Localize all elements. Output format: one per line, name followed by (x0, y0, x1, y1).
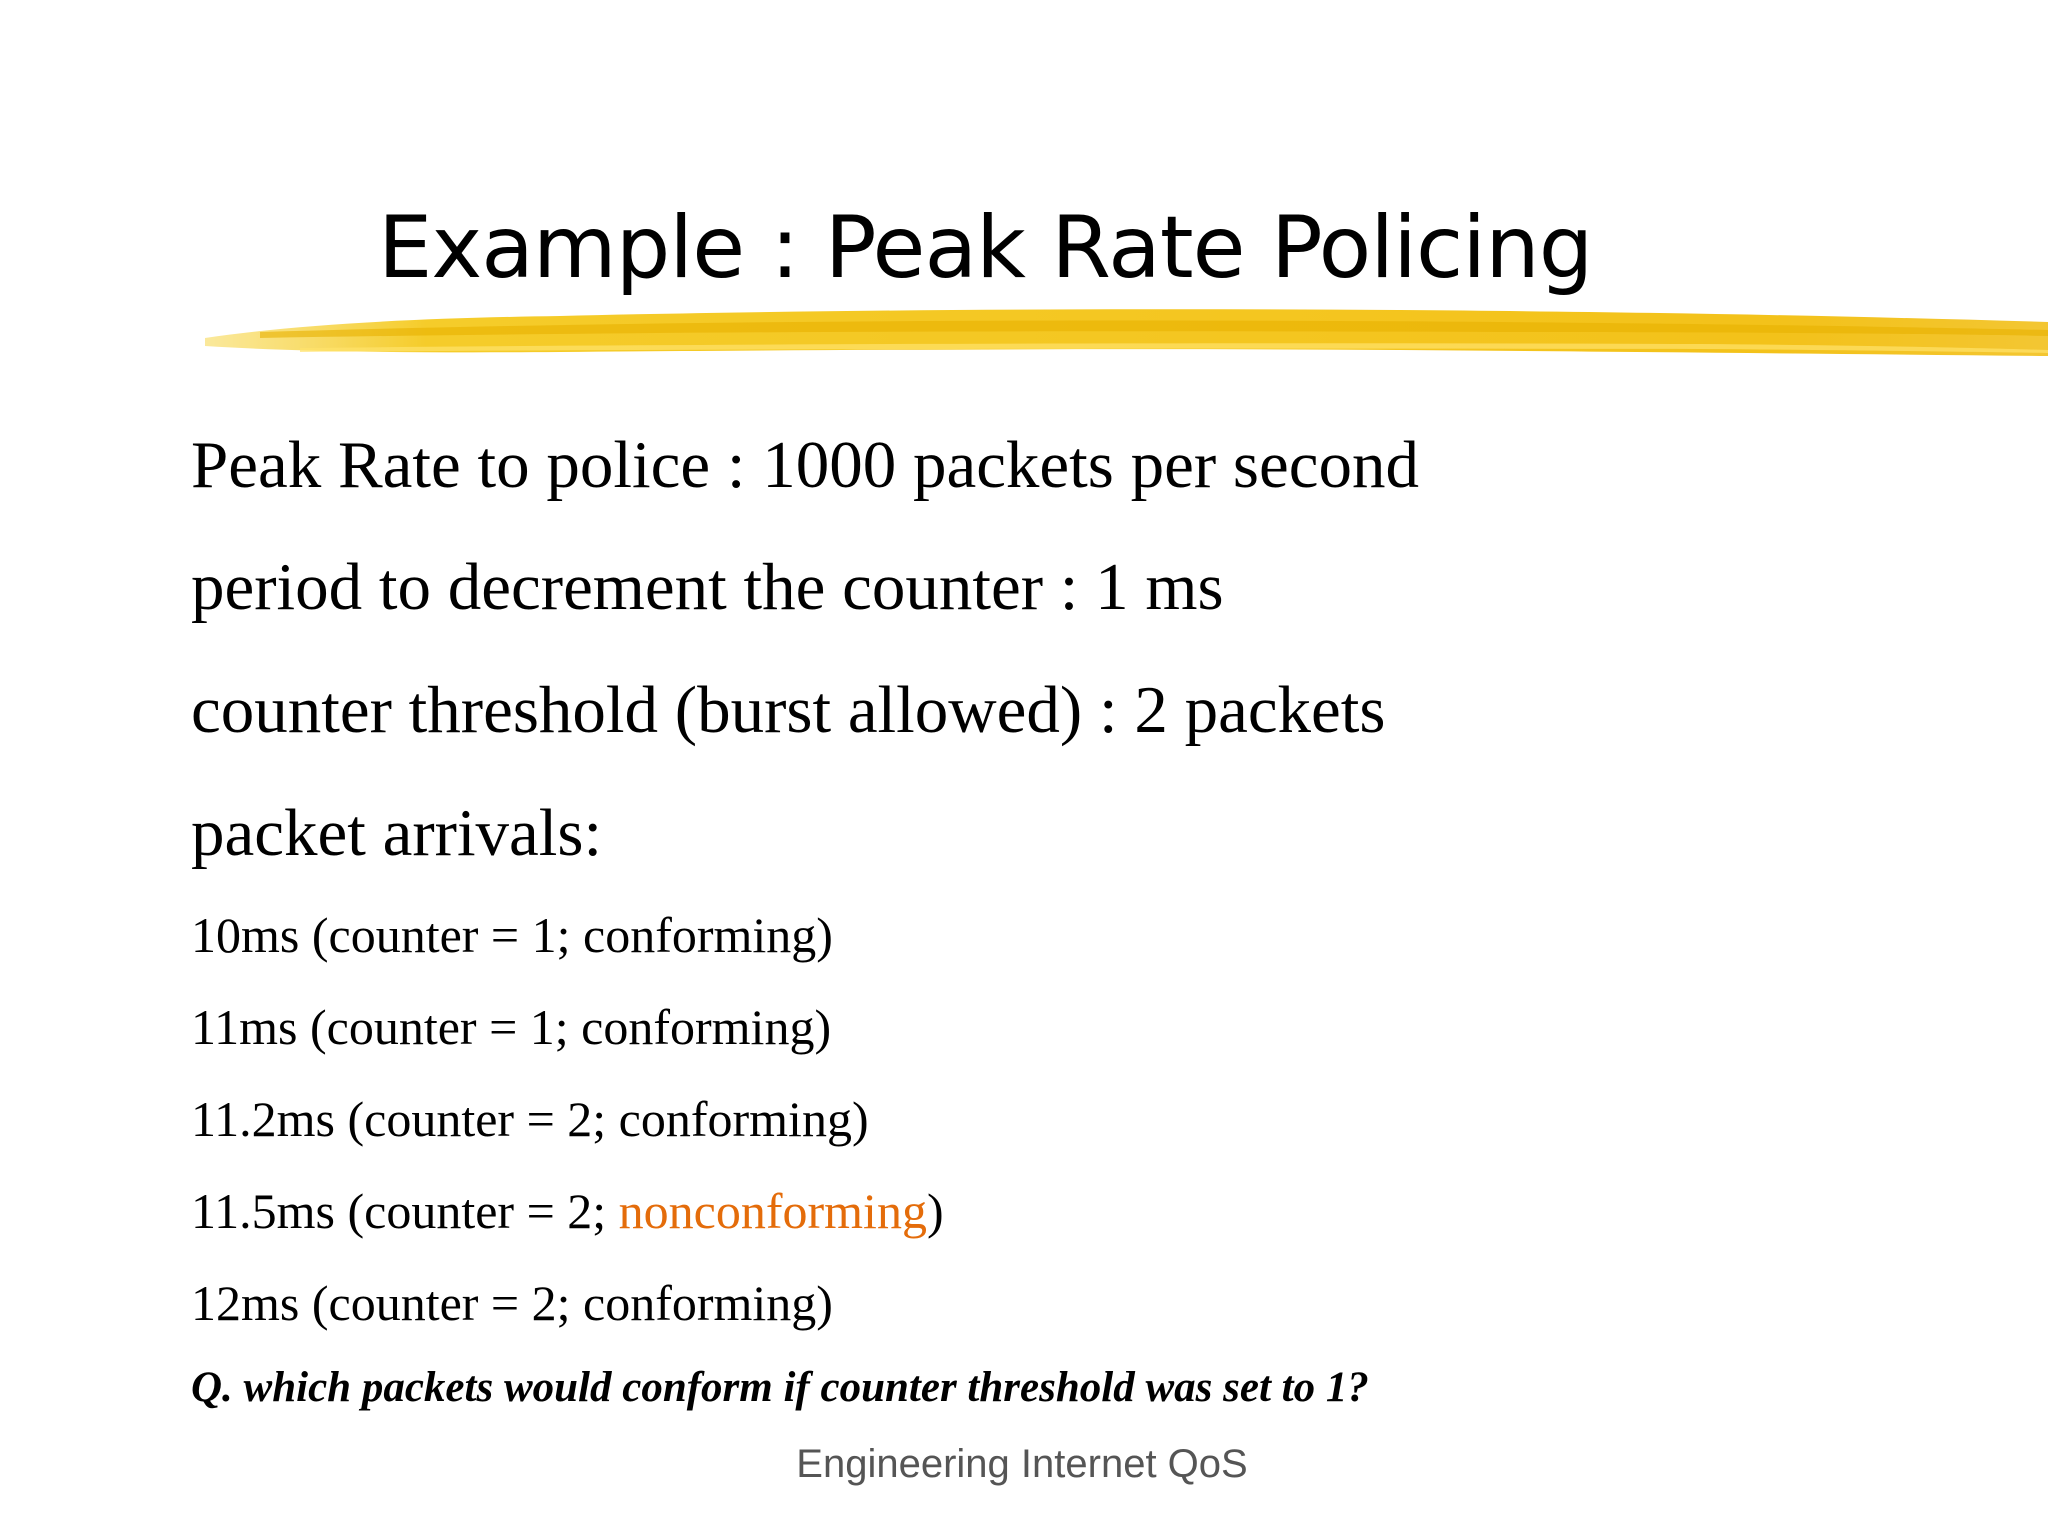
arrival-item-nonconforming (191, 1180, 944, 1242)
peak-rate-line: Peak Rate to police : 1000 packets per second (191, 428, 1419, 502)
arrival-prefix: 11.5ms (counter = 2; (191, 1183, 619, 1239)
arrivals-heading: packet arrivals: (191, 796, 603, 870)
arrival-item: 11.2ms (counter = 2; conforming) (191, 1091, 869, 1147)
arrival-item: 10ms (counter = 1; conforming) (191, 907, 833, 963)
title-underline-brush-stroke (0, 296, 2048, 376)
nonconforming-status: nonconforming (618, 1183, 927, 1239)
arrival-suffix: ) (926, 1183, 944, 1239)
slide-title: Example : Peak Rate Policing (378, 198, 1593, 298)
arrival-item: 11ms (counter = 1; conforming) (191, 999, 832, 1055)
footer-text: Engineering Internet QoS (796, 1442, 1248, 1486)
question-text: Q. which packets would conform if counter threshold was set to 1? (191, 1364, 1369, 1411)
arrival-item: 12ms (counter = 2; conforming) (191, 1275, 833, 1331)
threshold-line: counter threshold (burst allowed) : 2 packets (191, 673, 1386, 747)
period-line: period to decrement the counter : 1 ms (191, 550, 1224, 624)
footer (0, 1436, 2048, 1492)
